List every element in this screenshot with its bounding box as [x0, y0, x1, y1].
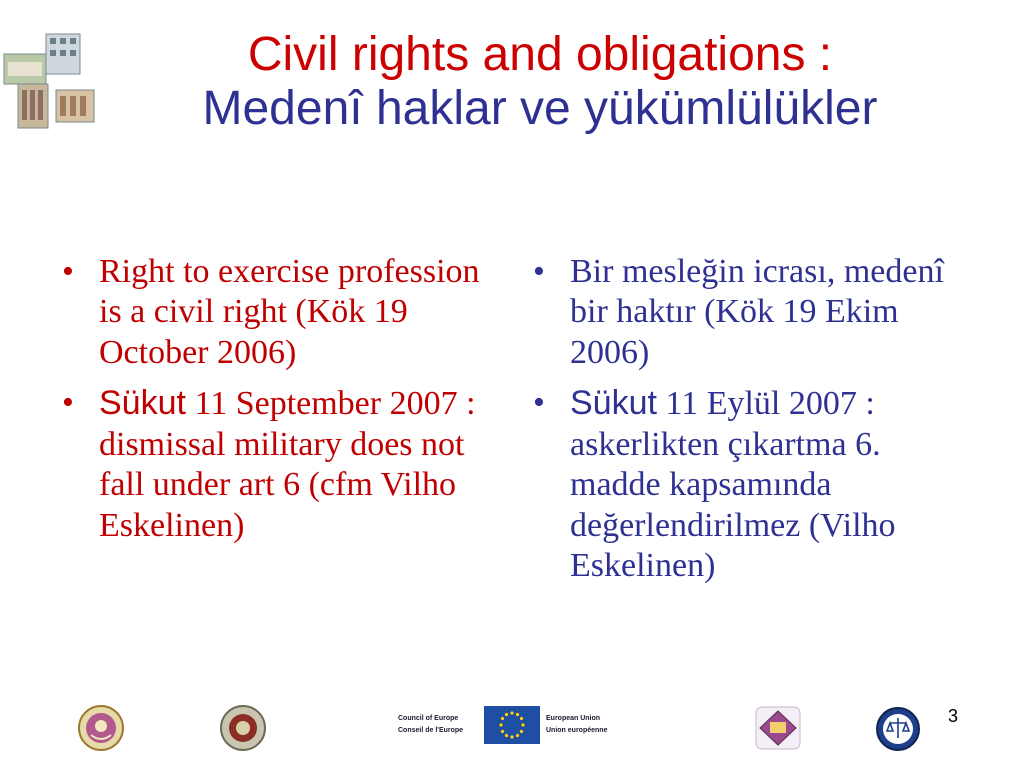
- coe-label: [398, 713, 463, 737]
- bullet-text: Right to exercise profession is a civil right (Kök 19 October 2006): [99, 253, 480, 371]
- list-item: [533, 252, 973, 373]
- institution-seal-icon: [78, 705, 124, 751]
- list-item: [533, 383, 973, 586]
- english-column: [62, 252, 502, 556]
- slide-title: [110, 28, 970, 136]
- eu-flag-icon: [484, 706, 540, 744]
- title-turkish: Medenî haklar ve yükümlülükler: [202, 81, 878, 135]
- building-collage-image: [0, 30, 100, 135]
- eu-label: [546, 713, 607, 737]
- turkish-column: [533, 252, 973, 597]
- page-number: 3: [948, 706, 959, 726]
- bullet-marker: •: [533, 384, 545, 422]
- court-seal-icon: [220, 705, 266, 751]
- list-item: [62, 252, 502, 373]
- bullet-marker: •: [62, 384, 74, 422]
- list-item: [62, 383, 502, 546]
- book-emblem-icon: [754, 705, 802, 751]
- bullet-lead: Sükut: [99, 384, 186, 423]
- title-english: Civil rights and obligations :: [247, 28, 833, 81]
- bullet-marker: •: [533, 253, 545, 290]
- coe-english: Council of Europe: [398, 715, 459, 722]
- justice-emblem-icon: [876, 707, 920, 751]
- bullet-marker: •: [62, 253, 74, 290]
- bullet-text: Bir mesleğin icrası, medenî bir haktır (Kök 19 Ekim 2006): [570, 253, 944, 371]
- coe-french: Conseil de l'Europe: [398, 727, 464, 734]
- bullet-text: 11 Eylül 2007 : askerlikten çıkartma 6. madde kapsamında değerlendirilmez (Vilho Eskelinen): [570, 385, 896, 585]
- eu-english: European Union: [546, 715, 601, 722]
- bullet-text: 11 September 2007 : dismissal military does not fall under art 6 (cfm Vilho Eskelinen): [99, 385, 476, 544]
- eu-french: Union européenne: [546, 727, 608, 734]
- bullet-lead: Sükut: [570, 384, 657, 423]
